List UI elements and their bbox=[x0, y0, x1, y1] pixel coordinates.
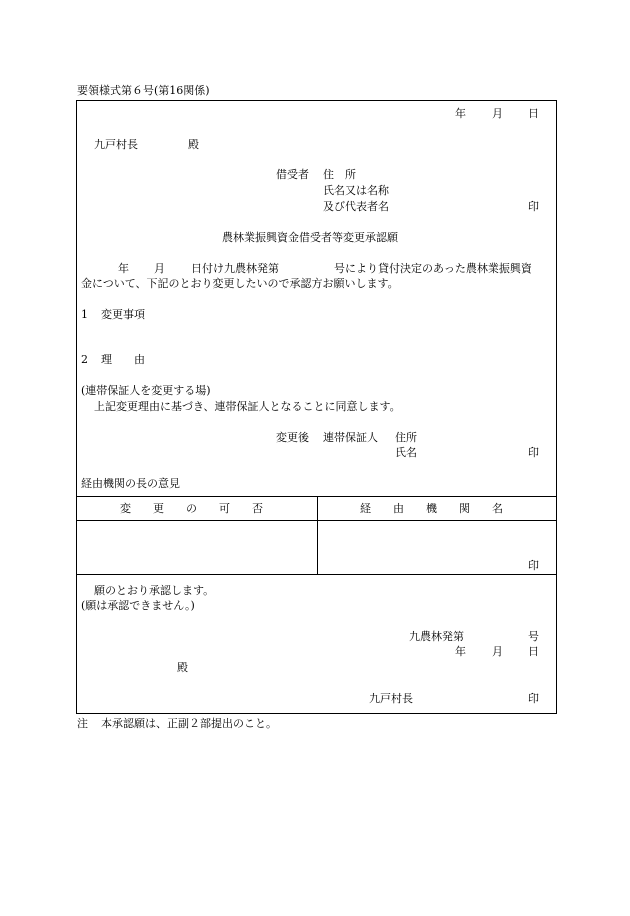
borrower-seal: 印 bbox=[528, 200, 539, 213]
approval-number-suffix: 号 bbox=[528, 630, 539, 643]
approval-reject-text: (願は承認できません。) bbox=[81, 599, 195, 612]
guarantor-seal: 印 bbox=[528, 446, 539, 459]
date-year: 年 bbox=[455, 107, 466, 120]
approval-seal: 印 bbox=[528, 692, 539, 705]
addressee-name: 九戸村長 bbox=[94, 138, 138, 151]
note-text: 本承認願は、正副２部提出のこと。 bbox=[101, 717, 277, 730]
body-line2: 金について、下記のとおり変更したいので承認方お願いします。 bbox=[81, 277, 399, 290]
guarantor-name-label: 氏名 bbox=[395, 446, 417, 459]
guarantor-role: 連帯保証人 bbox=[323, 431, 378, 444]
body-month: 月 bbox=[154, 262, 165, 275]
borrower-address-label: 住 所 bbox=[323, 168, 356, 181]
borrower-representative-label: 及び代表者名 bbox=[323, 200, 389, 213]
approval-signer: 九戸村長 bbox=[369, 692, 413, 705]
item-2-label: 理 由 bbox=[101, 353, 145, 366]
approval-number-prefix: 九農林発第 bbox=[409, 630, 464, 643]
approval-honorific: 殿 bbox=[177, 661, 188, 674]
body-date-text: 日付け九農林発第 bbox=[191, 262, 279, 275]
guarantor-address-label: 住所 bbox=[395, 431, 417, 444]
guarantor-consent: 上記変更理由に基づき、連帯保証人となることに同意します。 bbox=[94, 400, 401, 413]
body-number-text: 号により貸付決定のあった農林業振興資 bbox=[334, 262, 532, 275]
date-month: 月 bbox=[492, 107, 503, 120]
opinion-col-approval: 変 更 の 可 否 bbox=[120, 502, 263, 515]
date-day: 日 bbox=[528, 107, 539, 120]
borrower-label: 借受者 bbox=[276, 168, 309, 181]
opinion-bottom-rule bbox=[76, 574, 557, 575]
item-1-label: 変更事項 bbox=[101, 308, 145, 321]
body-year: 年 bbox=[118, 262, 129, 275]
opinion-seal: 印 bbox=[528, 559, 539, 572]
approval-day: 日 bbox=[528, 645, 539, 658]
item-1-number: 1 bbox=[81, 308, 88, 321]
form-number-label: 要領様式第６号(第16関係) bbox=[77, 84, 210, 97]
guarantor-after-label: 変更後 bbox=[276, 431, 309, 444]
document-title: 農林業振興資金借受者等変更承認願 bbox=[222, 231, 398, 244]
opinion-column-divider bbox=[317, 496, 318, 574]
guarantor-heading: (連帯保証人を変更する場) bbox=[81, 384, 211, 397]
item-2-number: 2 bbox=[81, 353, 88, 366]
approval-approve-text: 願のとおり承認します。 bbox=[94, 584, 215, 597]
addressee-honorific: 殿 bbox=[188, 138, 199, 151]
opinion-heading: 経由機関の長の意見 bbox=[81, 477, 180, 490]
borrower-name-label: 氏名又は名称 bbox=[323, 184, 389, 197]
note-label: 注 bbox=[77, 717, 88, 730]
approval-month: 月 bbox=[492, 645, 503, 658]
approval-year: 年 bbox=[455, 645, 466, 658]
opinion-col-agency: 経 由 機 関 名 bbox=[360, 502, 503, 515]
